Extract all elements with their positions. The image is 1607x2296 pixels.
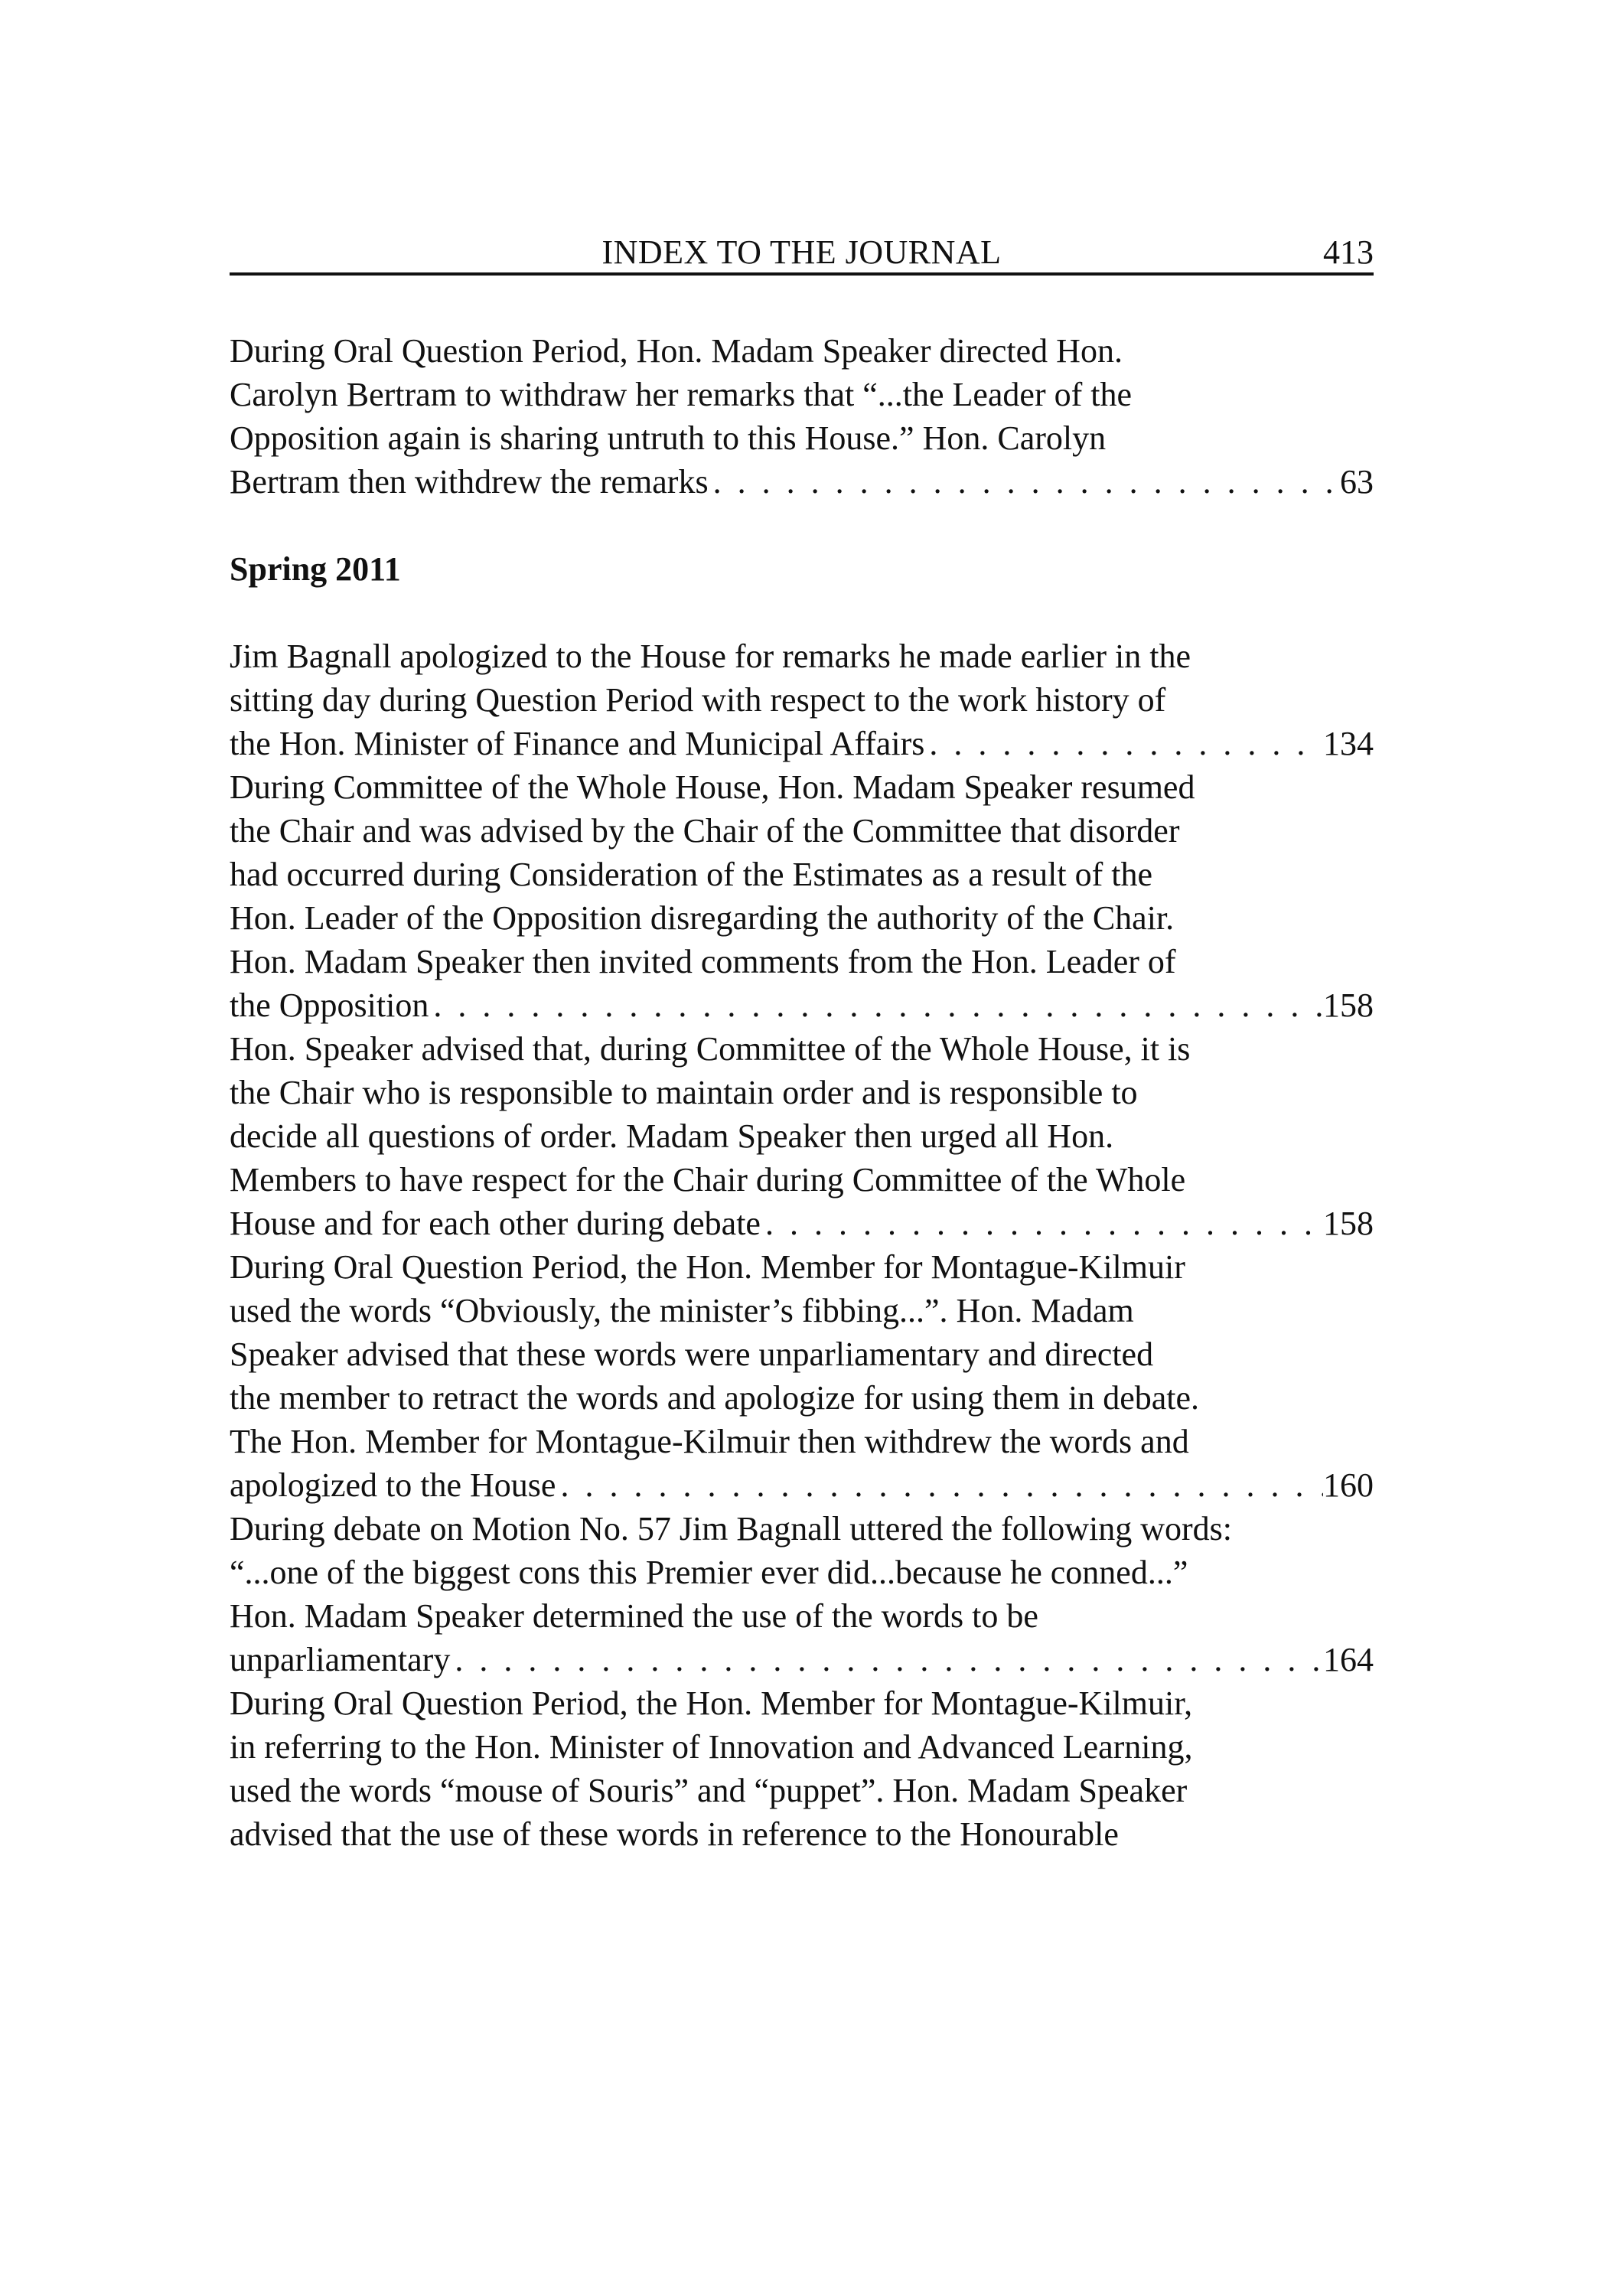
header-rule (230, 272, 1374, 276)
section-heading: Spring 2011 (230, 550, 401, 588)
entry-line: the Chair who is responsible to maintain order and is responsible to (230, 1074, 1138, 1111)
page-number: 413 (1323, 233, 1374, 271)
index-entry (230, 634, 1374, 765)
dot-leader (429, 983, 1323, 1027)
index-body (230, 329, 1374, 1856)
dot-leader (450, 1638, 1323, 1681)
entry-line: During Oral Question Period, the Hon. Member for Montague-Kilmuir, (230, 1684, 1193, 1722)
index-entry-continued (230, 1681, 1374, 1856)
entry-line: used the words “Obviously, the minister’s fibbing...”. Hon. Madam (230, 1292, 1134, 1329)
dot-leader (709, 460, 1340, 504)
entry-line: Speaker advised that these words were unparliamentary and directed (230, 1336, 1154, 1373)
entry-page-ref: 158 (1323, 1205, 1374, 1242)
entry-line: Opposition again is sharing untruth to this House.” Hon. Carolyn (230, 419, 1107, 457)
entry-line: Jim Bagnall apologized to the House for remarks he made earlier in the (230, 638, 1191, 675)
index-entry (230, 329, 1374, 504)
entry-line: House and for each other during debate (230, 1205, 761, 1242)
entry-line: During Oral Question Period, the Hon. Member for Montague-Kilmuir (230, 1248, 1185, 1286)
entry-line: Hon. Madam Speaker determined the use of the words to be (230, 1597, 1038, 1635)
entry-line: used the words “mouse of Souris” and “puppet”. Hon. Madam Speaker (230, 1772, 1188, 1809)
entry-line: Hon. Speaker advised that, during Committee of the Whole House, it is (230, 1030, 1191, 1068)
entry-line: Bertram then withdrew the remarks (230, 463, 709, 501)
entry-line: the member to retract the words and apologize for using them in debate. (230, 1379, 1200, 1417)
entry-line: in referring to the Hon. Minister of Innovation and Advanced Learning, (230, 1728, 1193, 1766)
entry-line: the Opposition (230, 987, 429, 1024)
entry-line: Carolyn Bertram to withdraw her remarks that “...the Leader of the (230, 376, 1132, 413)
entry-page-ref: 160 (1323, 1466, 1374, 1504)
dot-leader (556, 1463, 1323, 1507)
entry-last-line (230, 1202, 1374, 1245)
entry-line: Members to have respect for the Chair during Committee of the Whole (230, 1161, 1186, 1199)
entry-line: “...one of the biggest cons this Premier ever did...because he conned...” (230, 1554, 1188, 1591)
entry-line: Hon. Madam Speaker then invited comments from the Hon. Leader of (230, 943, 1176, 980)
entry-last-line (230, 1638, 1374, 1681)
index-entry (230, 1507, 1374, 1681)
entry-line: The Hon. Member for Montague-Kilmuir then withdrew the words and (230, 1423, 1189, 1460)
entry-line: the Hon. Minister of Finance and Municipal Affairs (230, 725, 925, 762)
entry-last-line (230, 1463, 1374, 1507)
entry-line: During Committee of the Whole House, Hon. Madam Speaker resumed (230, 768, 1195, 806)
entry-last-line (230, 722, 1374, 765)
running-head (230, 230, 1374, 276)
entry-line: sitting day during Question Period with respect to the work history of (230, 681, 1166, 719)
entry-last-line (230, 460, 1374, 504)
entry-line: decide all questions of order. Madam Speaker then urged all Hon. (230, 1117, 1114, 1155)
entry-page-ref: 158 (1323, 987, 1374, 1024)
dot-leader (761, 1202, 1323, 1245)
entry-line: During debate on Motion No. 57 Jim Bagnall uttered the following words: (230, 1510, 1233, 1548)
dot-leader (924, 722, 1323, 765)
entry-line: During Oral Question Period, Hon. Madam Speaker directed Hon. (230, 332, 1123, 370)
index-entry (230, 765, 1374, 1027)
entry-line: apologized to the House (230, 1466, 556, 1504)
entry-page-ref: 164 (1323, 1641, 1374, 1678)
entry-line: unparliamentary (230, 1641, 451, 1678)
entry-line: had occurred during Consideration of the Estimates as a result of the (230, 856, 1152, 893)
entry-line: advised that the use of these words in reference to the Honourable (230, 1815, 1119, 1853)
index-entry (230, 1027, 1374, 1245)
entry-page-ref: 134 (1323, 725, 1374, 762)
entry-line: the Chair and was advised by the Chair of the Committee that disorder (230, 812, 1180, 850)
index-entry (230, 1245, 1374, 1507)
entry-line: Hon. Leader of the Opposition disregarding the authority of the Chair. (230, 899, 1175, 937)
running-title: INDEX TO THE JOURNAL (601, 233, 1002, 271)
entry-page-ref: 63 (1340, 463, 1374, 501)
entry-last-line (230, 983, 1374, 1027)
